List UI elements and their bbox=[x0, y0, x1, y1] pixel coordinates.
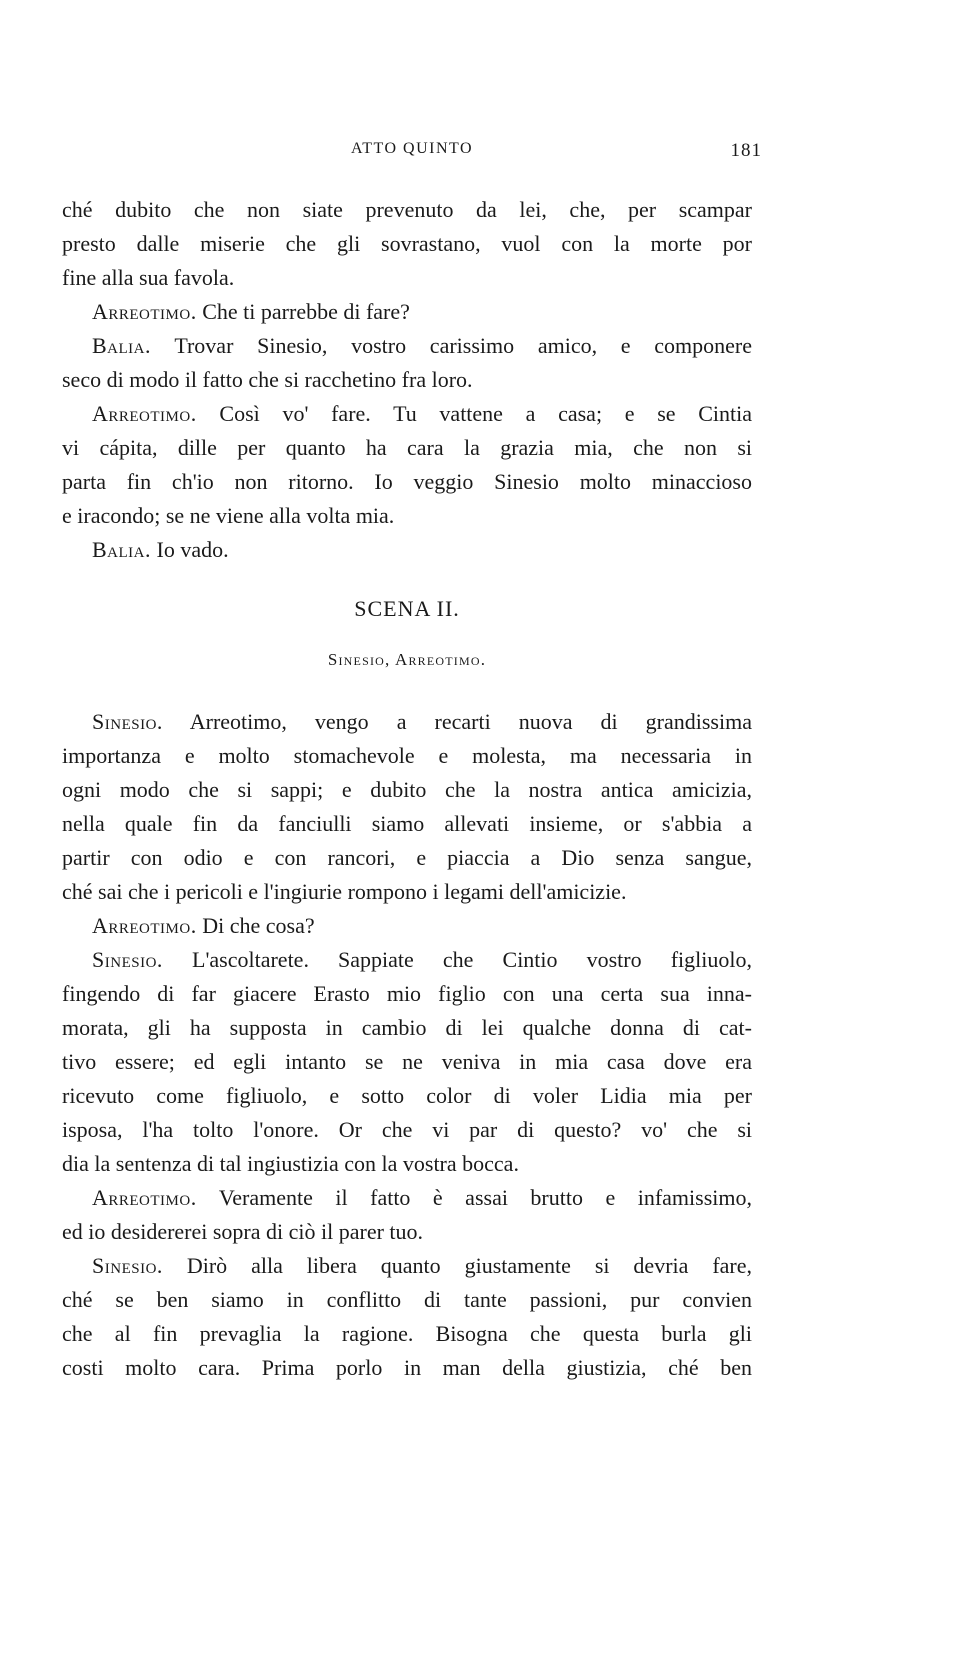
running-title: ATTO QUINTO bbox=[350, 140, 474, 157]
line-text: presto dalle miserie che gli sovrastano, vuol con la morte por bbox=[62, 231, 752, 256]
text-line bbox=[62, 295, 752, 329]
line-text: dia la sentenza di tal ingiustizia con la vostra bocca. bbox=[62, 1151, 519, 1176]
line-text: nella quale fin da fanciulli siamo allevati insieme, or s'abbia a bbox=[62, 811, 752, 836]
text-line bbox=[62, 261, 752, 295]
text-line bbox=[62, 1079, 752, 1113]
text-line bbox=[62, 465, 752, 499]
text-line bbox=[62, 1317, 752, 1351]
line-text: Dirò alla libera quanto giustamente si devria fare, bbox=[186, 1253, 753, 1278]
line-text: fingendo di far giacere Erasto mio figlio con una certa sua inna- bbox=[62, 981, 752, 1006]
line-text: partir con odio e con rancori, e piaccia a Dio senza sangue, bbox=[62, 845, 752, 870]
text-line bbox=[62, 943, 752, 977]
line-text: Che ti parrebbe di fare? bbox=[202, 299, 410, 324]
text-line bbox=[62, 533, 752, 567]
line-text: importanza e molto stomachevole e molesta, ma necessaria in bbox=[62, 743, 752, 768]
line-text: isposa, l'ha tolto l'onore. Or che vi par di questo? vo' che si bbox=[62, 1117, 752, 1142]
line-text: e iracondo; se ne viene alla volta mia. bbox=[62, 503, 395, 528]
speaker-name: Sinesio. bbox=[92, 709, 163, 734]
text-line bbox=[62, 705, 752, 739]
text-line bbox=[62, 1147, 752, 1181]
text-line bbox=[62, 1011, 752, 1045]
line-text: vi cápita, dille per quanto ha cara la grazia mia, che non si bbox=[62, 435, 752, 460]
text-line bbox=[62, 1113, 752, 1147]
speaker-name: Arreotimo. bbox=[92, 299, 197, 324]
scene-heading: SCENA II. bbox=[354, 596, 460, 621]
line-text: Così vo' fare. Tu vattene a casa; e se Cintia bbox=[219, 401, 752, 426]
line-text: Veramente il fatto è assai brutto e infamissimo, bbox=[218, 1185, 753, 1210]
speaker-name: Arreotimo. bbox=[92, 913, 197, 938]
speaker-name: Arreotimo. bbox=[92, 401, 197, 426]
text-block-scene-1 bbox=[62, 193, 752, 567]
text-line bbox=[62, 773, 752, 807]
line-text: ogni modo che si sappi; e dubito che la nostra antica amicizia, bbox=[62, 777, 752, 802]
line-text: ché dubito che non siate prevenuto da lei, che, per scampar bbox=[62, 197, 752, 222]
line-text: tivo essere; ed egli intanto se ne veniva in mia casa dove era bbox=[62, 1049, 752, 1074]
speaker-name: Sinesio. bbox=[92, 947, 163, 972]
speaker-name: Sinesio. bbox=[92, 1253, 163, 1278]
line-text: fine alla sua favola. bbox=[62, 265, 235, 290]
line-text: L'ascoltarete. Sappiate che Cintio vostro figliuolo, bbox=[192, 947, 752, 972]
line-text: seco di modo il fatto che si racchetino fra loro. bbox=[62, 367, 473, 392]
text-line bbox=[62, 807, 752, 841]
text-line bbox=[62, 1181, 752, 1215]
text-line bbox=[62, 329, 752, 363]
text-line bbox=[62, 841, 752, 875]
text-line bbox=[62, 227, 752, 261]
speaker-name: Balia. bbox=[92, 333, 151, 358]
text-line bbox=[62, 1215, 752, 1249]
line-text: Di che cosa? bbox=[202, 913, 315, 938]
line-text: Arreotimo, vengo a recarti nuova di grandissima bbox=[189, 709, 752, 734]
page-number: 181 bbox=[730, 140, 762, 161]
line-text: ché sai che i pericoli e l'ingiurie rompono i legami dell'amicizie. bbox=[62, 879, 627, 904]
text-line bbox=[62, 909, 752, 943]
text-line bbox=[62, 977, 752, 1011]
text-line bbox=[62, 499, 752, 533]
scene-characters: Sinesio, Arreotimo. bbox=[327, 650, 487, 669]
speaker-name: Arreotimo. bbox=[92, 1185, 197, 1210]
line-text: ché se ben siamo in conflitto di tante passioni, pur convien bbox=[62, 1287, 752, 1312]
text-line bbox=[62, 1351, 752, 1385]
running-head bbox=[62, 140, 762, 166]
line-text: che al fin prevaglia la ragione. Bisogna che questa burla gli bbox=[62, 1321, 752, 1346]
line-text: morata, gli ha supposta in cambio di lei qualche donna di cat- bbox=[62, 1015, 752, 1040]
line-text: ricevuto come figliuolo, e sotto color di voler Lidia mia per bbox=[62, 1083, 752, 1108]
text-line bbox=[62, 739, 752, 773]
text-line bbox=[62, 431, 752, 465]
text-block-scene-2 bbox=[62, 705, 752, 1385]
text-line bbox=[62, 1249, 752, 1283]
line-text: costi molto cara. Prima porlo in man della giustizia, ché ben bbox=[62, 1355, 752, 1380]
text-line bbox=[62, 1283, 752, 1317]
text-line bbox=[62, 193, 752, 227]
text-line bbox=[62, 875, 752, 909]
text-line bbox=[62, 397, 752, 431]
line-text: parta fin ch'io non ritorno. Io veggio Sinesio molto minaccioso bbox=[62, 469, 752, 494]
line-text: Io vado. bbox=[156, 537, 229, 562]
line-text: ed io desidererei sopra di ciò il parer tuo. bbox=[62, 1219, 424, 1244]
line-text: Trovar Sinesio, vostro carissimo amico, e componere bbox=[174, 333, 752, 358]
speaker-name: Balia. bbox=[92, 537, 151, 562]
text-line bbox=[62, 363, 752, 397]
text-line bbox=[62, 1045, 752, 1079]
